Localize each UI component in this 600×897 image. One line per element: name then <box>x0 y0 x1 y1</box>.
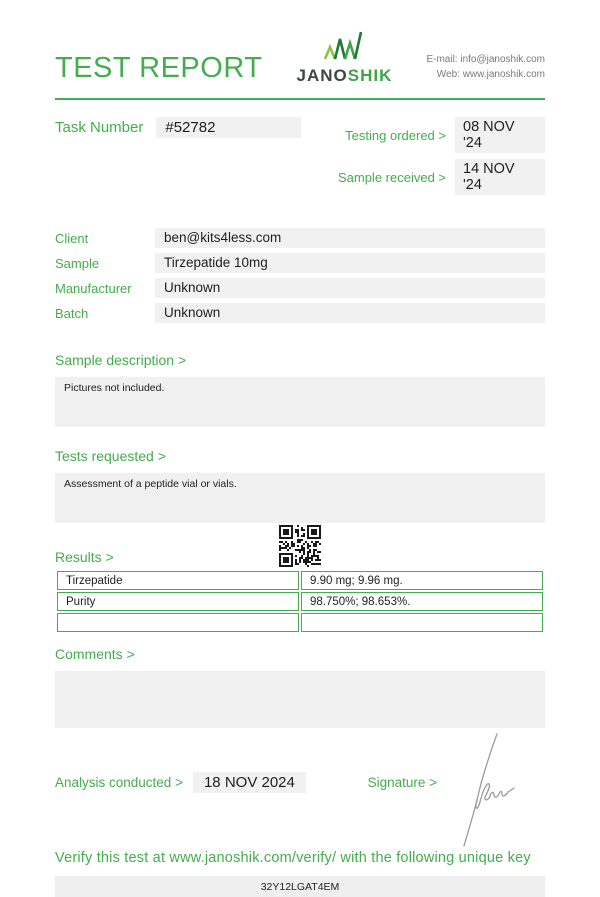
testing-ordered-label: Testing ordered > <box>345 127 446 143</box>
task-number-value: #52782 <box>156 117 301 138</box>
batch-value: Unknown <box>155 303 545 323</box>
testing-ordered-row <box>338 117 545 153</box>
logo-dark-part: JANO <box>296 66 348 85</box>
contact-info <box>426 52 545 82</box>
qr-finder-top-left <box>279 525 293 539</box>
page-title: TEST REPORT <box>55 52 263 84</box>
brand-logo <box>297 30 393 86</box>
analysis-section <box>55 770 545 794</box>
report-header <box>55 30 545 86</box>
analysis-date: 18 NOV 2024 <box>193 772 306 793</box>
manufacturer-value: Unknown <box>155 278 545 298</box>
unique-key-bar <box>55 876 545 897</box>
results-header <box>55 523 545 569</box>
sample-received-date: 14 NOV '24 <box>455 159 545 195</box>
signature-group <box>368 770 517 794</box>
web-line: Web: www.janoshik.com <box>436 69 545 80</box>
result-row-purity <box>57 592 543 611</box>
sample-received-label: Sample received > <box>337 169 446 185</box>
qr-finder-top-right <box>307 525 321 539</box>
dates-group <box>338 117 545 195</box>
sample-received-row <box>338 159 545 195</box>
result-value-cell: 9.90 mg; 9.96 mg. <box>301 571 543 590</box>
task-number-group <box>55 117 301 195</box>
signature-scribble-icon <box>453 770 517 794</box>
info-row-sample <box>55 253 545 273</box>
manufacturer-label: Manufacturer <box>55 281 132 296</box>
bar-chart-icon <box>313 30 375 65</box>
sample-description-box: Pictures not included. <box>55 377 545 427</box>
email-line: E-mail: info@janoshik.com <box>426 54 545 65</box>
testing-ordered-date: 08 NOV '24 <box>455 117 545 153</box>
comments-heading: Comments > <box>55 646 135 662</box>
tests-requested-box: Assessment of a peptide vial or vials. <box>55 473 545 523</box>
task-section <box>55 117 545 195</box>
comments-box <box>55 671 545 728</box>
qr-finder-bottom-left <box>279 553 293 567</box>
results-heading: Results > <box>55 549 114 565</box>
result-value-cell: 98.750%; 98.653%. <box>301 592 543 611</box>
verify-text: Verify this test at www.janoshik.com/verify/ with the following unique key <box>55 850 531 866</box>
task-number-label: Task Number <box>55 119 144 136</box>
analysis-conducted-label: Analysis conducted > <box>55 774 183 790</box>
result-value-cell <box>301 613 543 632</box>
logo-wordmark <box>297 66 393 86</box>
result-row-empty <box>57 613 543 632</box>
client-value: ben@kits4less.com <box>155 228 545 248</box>
result-name-cell: Purity <box>57 592 299 611</box>
sample-info-section <box>55 228 545 323</box>
sample-value: Tirzepatide 10mg <box>155 253 545 273</box>
signature-label: Signature > <box>367 774 437 790</box>
unique-key: 32Y12LGAT4EM <box>260 880 340 893</box>
client-label: Client <box>55 231 89 246</box>
result-name-cell <box>57 613 299 632</box>
logo-green-part: SHIK <box>347 66 393 85</box>
header-divider <box>55 98 545 100</box>
info-row-client <box>55 228 545 248</box>
qr-code-icon <box>279 525 321 567</box>
results-table <box>55 569 545 634</box>
result-row-tirzepatide <box>57 571 543 590</box>
result-name-cell: Tirzepatide <box>57 571 299 590</box>
info-row-manufacturer <box>55 278 545 298</box>
info-row-batch <box>55 303 545 323</box>
batch-label: Batch <box>55 306 89 321</box>
analysis-conducted-group <box>55 772 306 793</box>
tests-requested-heading: Tests requested > <box>55 448 166 464</box>
sample-label: Sample <box>55 256 100 271</box>
sample-description-heading: Sample description > <box>55 352 187 368</box>
